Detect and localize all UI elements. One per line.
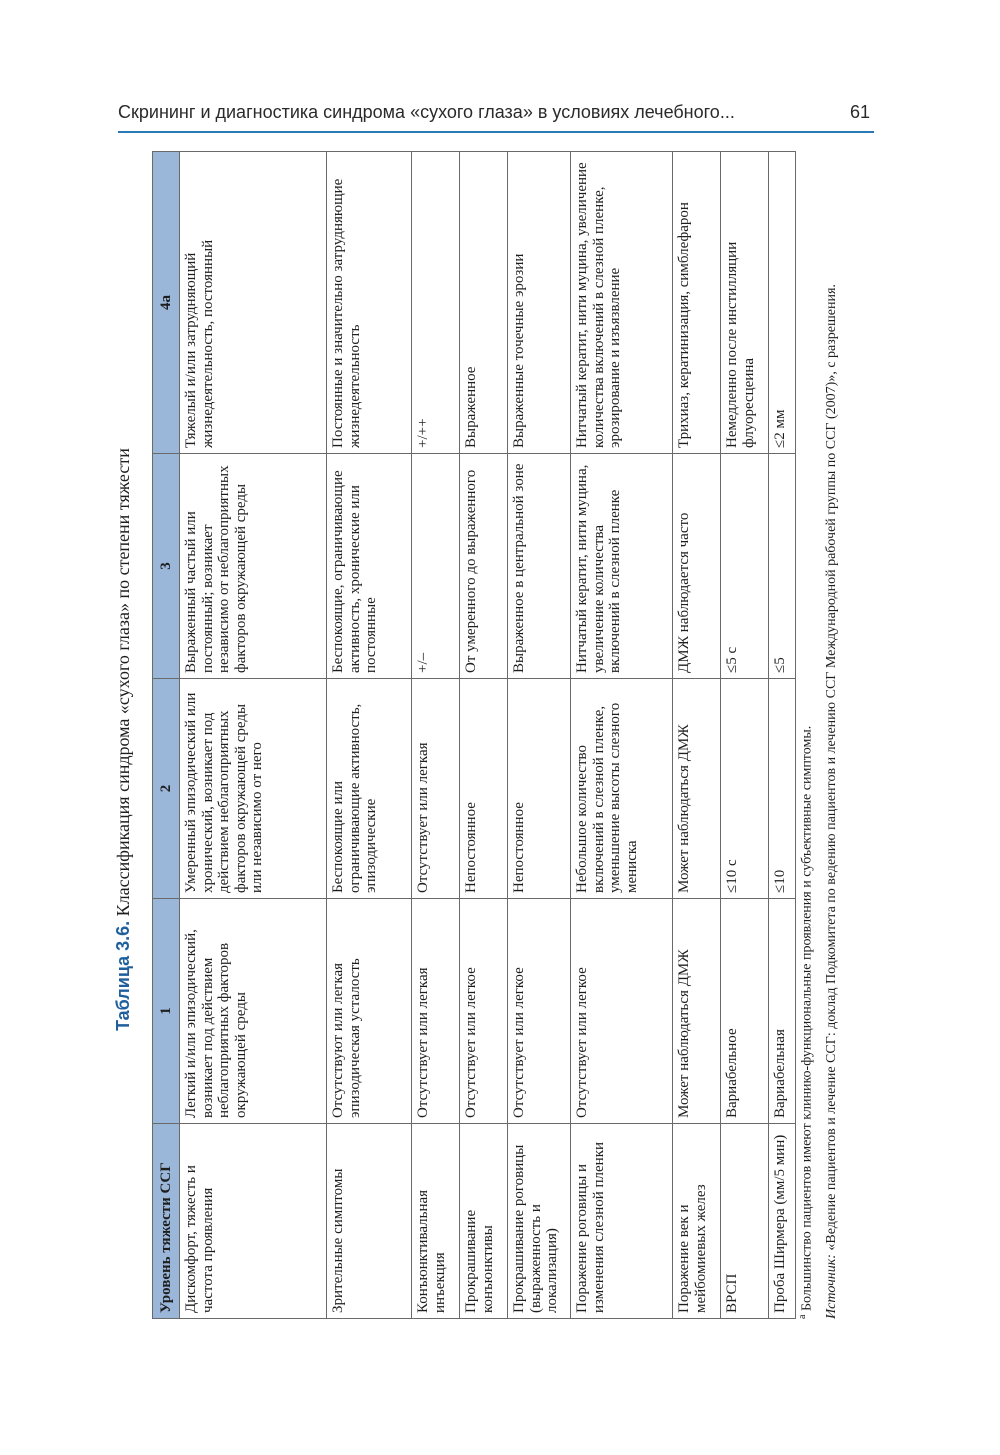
table-cell: Выраженное в центральной зоне xyxy=(508,454,571,679)
table-cell: ≤10 xyxy=(769,679,796,899)
table-cell: От умеренного до выраженного xyxy=(460,454,508,679)
table-cell: Легкий и/или эпизодический, возникает под действием неблагоприятных факторов окружающей среды xyxy=(180,899,327,1124)
table-cell: +/++ xyxy=(412,152,460,454)
source-note xyxy=(824,159,840,1319)
table-cell: ≤2 мм xyxy=(769,152,796,454)
row-label: Поражение роговицы и изменения слезной пленки xyxy=(571,1124,673,1319)
source-text: «Ведение пациентов и лечение ССГ: доклад Подкомитета по ведению пациентов и лечению ССГ Международной рабочей группы по ССГ (2007)», с разрешения. xyxy=(823,284,839,1251)
row-label: Дискомфорт, тяжесть и частота проявления xyxy=(180,1124,327,1319)
table-cell: Отсутствует или легкая xyxy=(412,899,460,1124)
table-cell: ≤5 с xyxy=(721,454,769,679)
table-row xyxy=(769,152,796,1319)
footnote-text: Большинство пациентов имеют клинико-функциональные проявления и субъективные симптомы. xyxy=(799,725,815,1312)
running-head-title: Скрининг и диагностика синдрома «сухого глаза» в условиях лечебного... xyxy=(118,102,735,122)
table-row xyxy=(673,152,721,1319)
table-row xyxy=(721,152,769,1319)
table-cell: Отсутствует или легкое xyxy=(460,899,508,1124)
table-cell: Отсутствуют или легкая эпизодическая усталость xyxy=(327,899,412,1124)
table-cell: +/– xyxy=(412,454,460,679)
header-grade-2: 2 xyxy=(153,679,180,899)
table-row xyxy=(508,152,571,1319)
row-label: Конъюнктивальная инъекция xyxy=(412,1124,460,1319)
table-cell: Умеренный эпизодический или хронический, возникает под действием неблагоприятных факторов окружающей среды или независимо от него xyxy=(180,679,327,899)
table-cell: Выраженный частый или постоянный; возникает независимо от неблагоприятных факторов окружающей среды xyxy=(180,454,327,679)
table-cell: Немедленно после инстилляции флуоресцеина xyxy=(721,152,769,454)
table-cell: Отсутствует или легкое xyxy=(508,899,571,1124)
footnote xyxy=(795,159,816,1319)
footnote-marker: a xyxy=(797,1314,808,1319)
table-cell: Нитчатый кератит, нити муцина, увеличение количества включений в слезной пленке xyxy=(571,454,673,679)
table-cell: Тяжелый и/или затрудняющий жизнедеятельность, постоянный xyxy=(180,152,327,454)
table-cell: Трихиаз, кератинизация, симблефарон xyxy=(673,152,721,454)
rotated-table-block xyxy=(105,152,885,1327)
severity-table xyxy=(152,151,796,1319)
row-label: Прокрашивание роговицы (выраженность и локализация) xyxy=(508,1124,571,1319)
table-cell: ДМЖ наблюдается часто xyxy=(673,454,721,679)
table-row xyxy=(327,152,412,1319)
table-cell: Отсутствует или легкая xyxy=(412,679,460,899)
table-cell: Беспокоящие, ограничивающие активность, хронические или постоянные xyxy=(327,454,412,679)
header-rule xyxy=(118,131,874,133)
table-cell: Отсутствует или легкое xyxy=(571,899,673,1124)
table-cell: Небольшое количество включений в слезной пленке, уменьшение высоты слезного мениска xyxy=(571,679,673,899)
table-caption-text: Классификация синдрома «сухого глаза» по степени тяжести xyxy=(113,448,133,917)
row-label: Прокрашивание конъюнктивы xyxy=(460,1124,508,1319)
source-label: Источник: xyxy=(823,1254,839,1319)
table-footnotes xyxy=(795,159,848,1319)
running-head xyxy=(118,98,878,130)
table-cell: ≤5 xyxy=(769,454,796,679)
table-cell: Выраженные точечные эрозии xyxy=(508,152,571,454)
table-cell: ≤10 с xyxy=(721,679,769,899)
table-cell: Беспокоящие или ограничивающие активность, эпизодические xyxy=(327,679,412,899)
header-severity-level: Уровень тяжести ССГ xyxy=(153,1124,180,1319)
table-cell: Вариабельная xyxy=(769,899,796,1124)
table-cell: Может наблюдаться ДМЖ xyxy=(673,899,721,1124)
header-grade-3: 3 xyxy=(153,454,180,679)
table-cell: Непостоянное xyxy=(460,679,508,899)
table-caption xyxy=(105,152,141,1327)
table-row xyxy=(460,152,508,1319)
row-label: ВРСП xyxy=(721,1124,769,1319)
header-grade-1: 1 xyxy=(153,899,180,1124)
table-row xyxy=(571,152,673,1319)
table-cell: Вариабельное xyxy=(721,899,769,1124)
row-label: Проба Ширмера (мм/5 мин) xyxy=(769,1124,796,1319)
table-row xyxy=(180,152,327,1319)
table-cell: Выраженное xyxy=(460,152,508,454)
table-cell: Может наблюдаться ДМЖ xyxy=(673,679,721,899)
table-cell: Непостоянное xyxy=(508,679,571,899)
row-label: Поражение век и мейбомиевых желез xyxy=(673,1124,721,1319)
header-grade-4: 4a xyxy=(153,152,180,454)
row-label: Зрительные симптомы xyxy=(327,1124,412,1319)
table-caption-label: Таблица 3.6. xyxy=(113,920,133,1031)
table-header-row xyxy=(153,152,180,1319)
table-row xyxy=(412,152,460,1319)
table-cell: Нитчатый кератит, нити муцина, увеличение количества включений в слезной пленке, эрозирование и изъязвление xyxy=(571,152,673,454)
table-cell: Постоянные и значительно затрудняющие жизнедеятельность xyxy=(327,152,412,454)
page-number: 61 xyxy=(849,102,870,122)
